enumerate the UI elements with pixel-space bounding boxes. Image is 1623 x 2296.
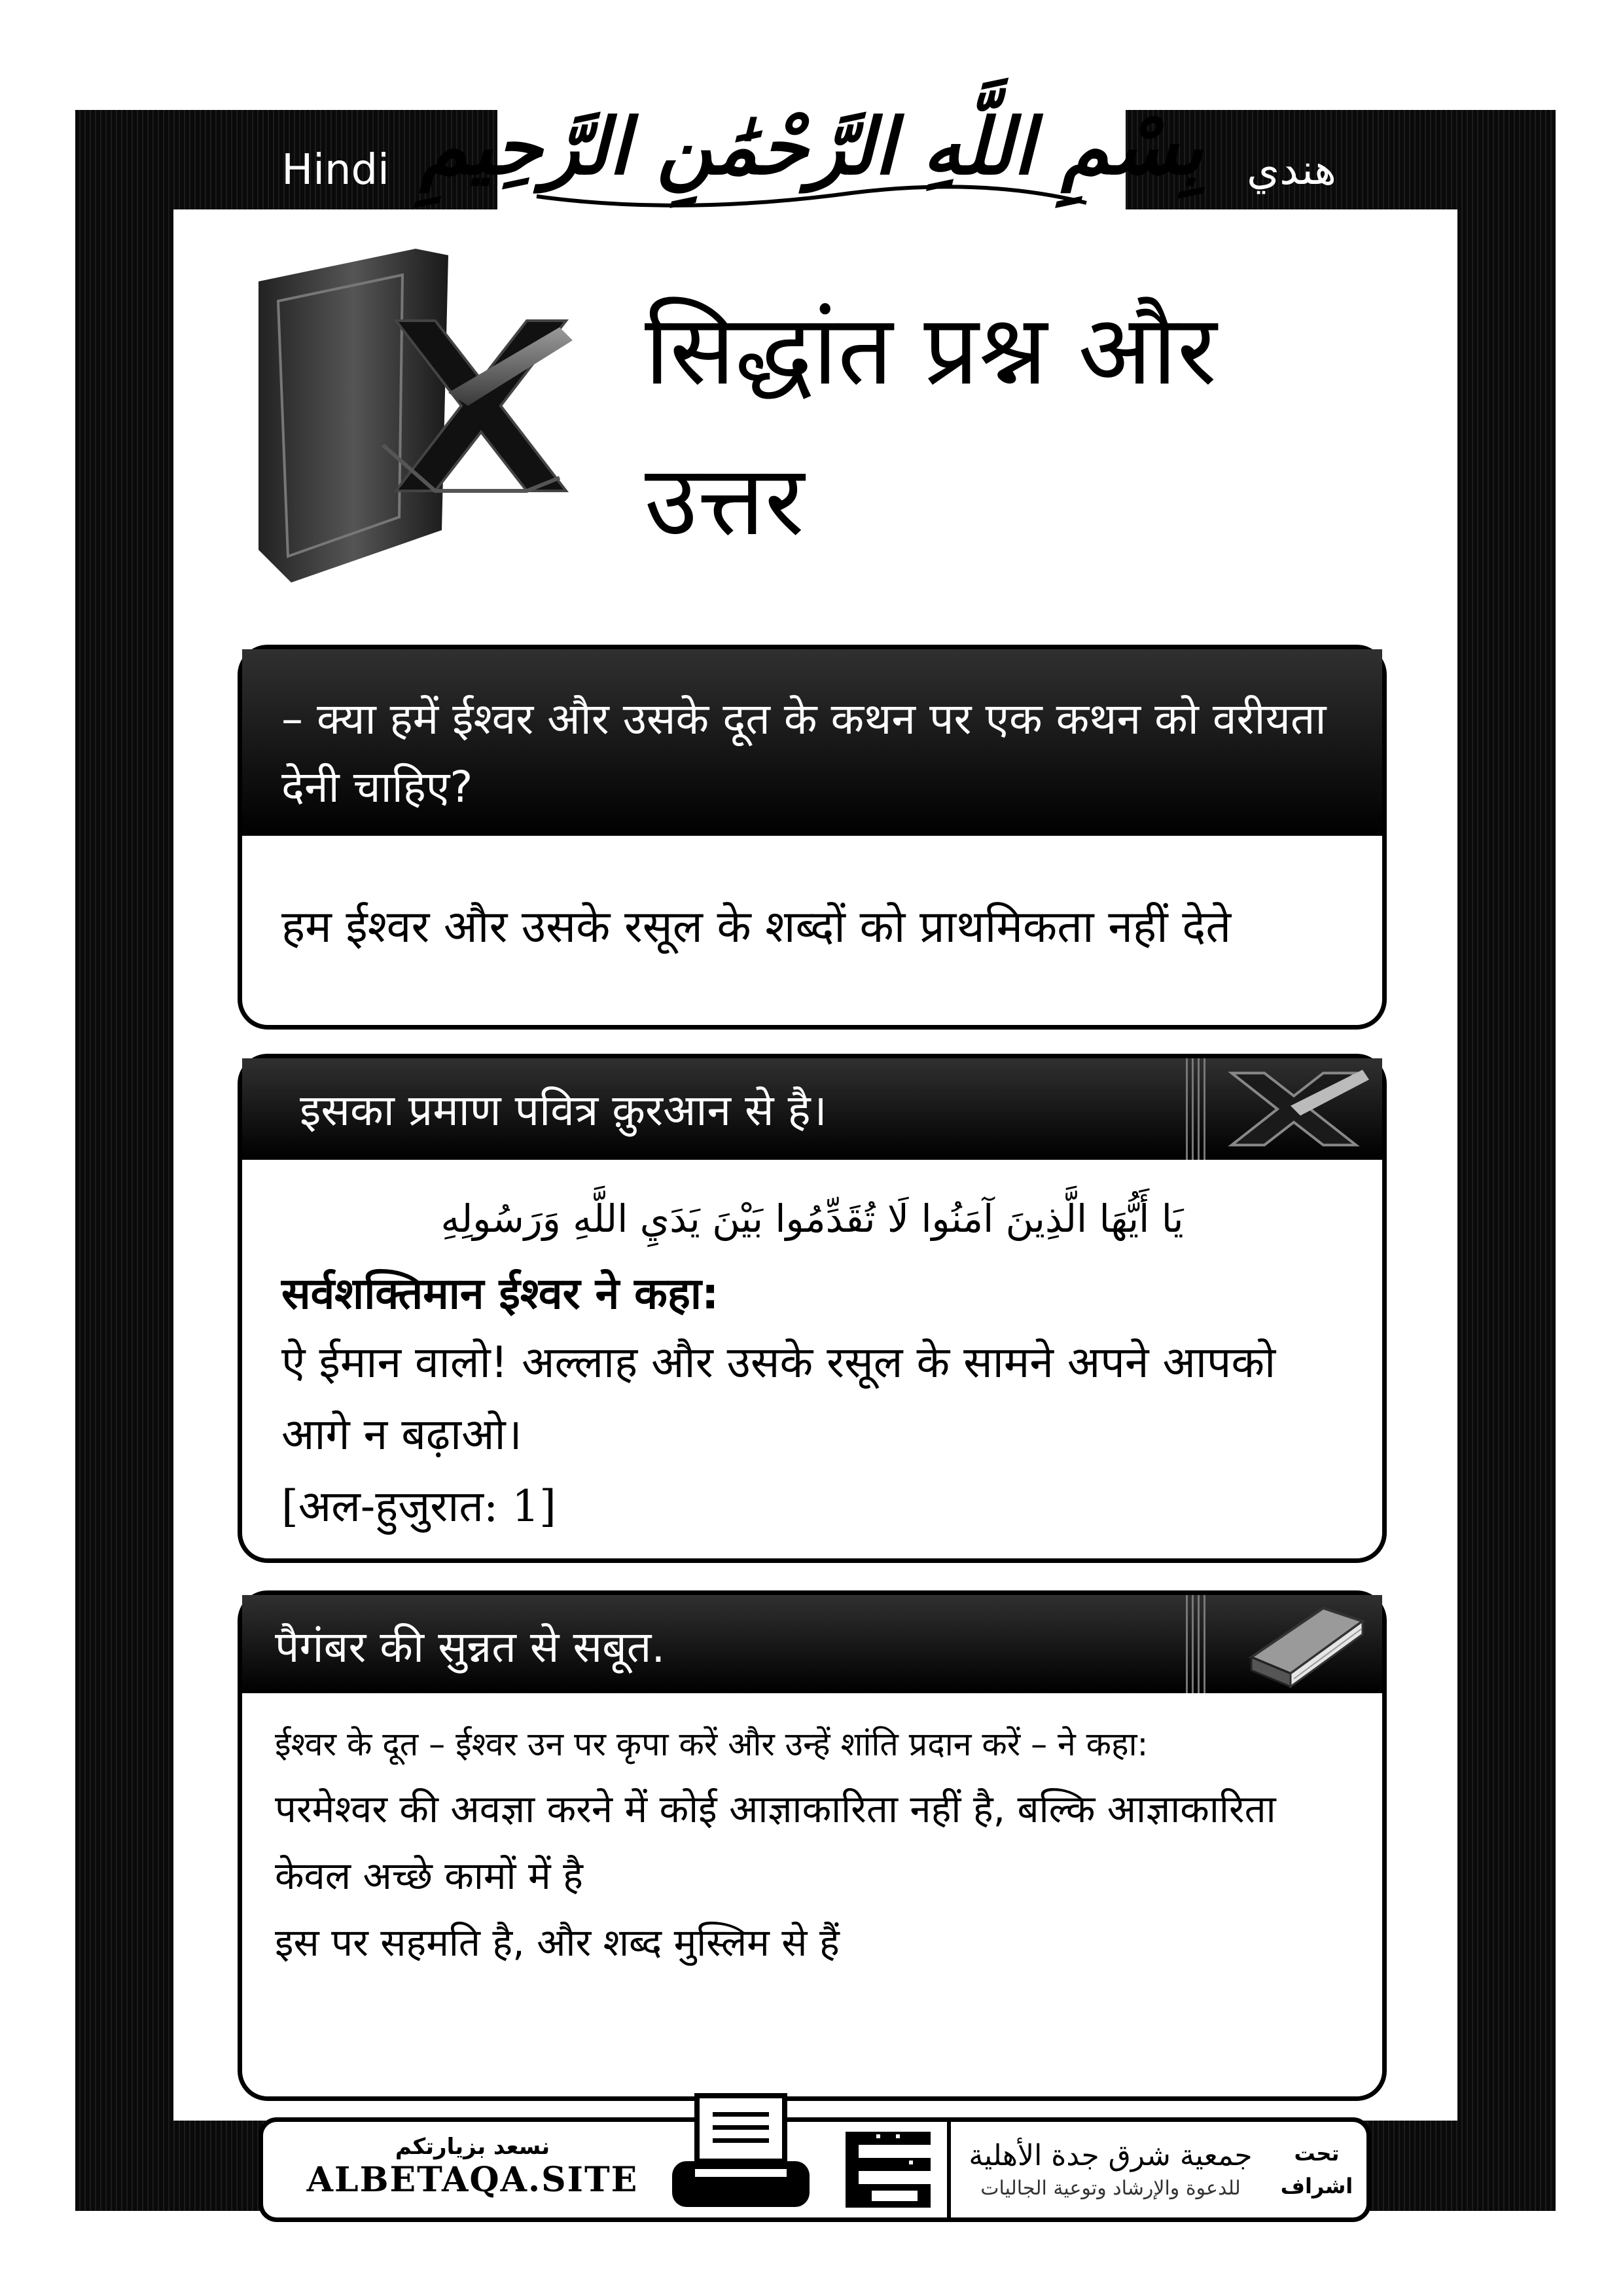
title-line-2: उत्तर [645, 444, 804, 557]
supervision-line-1: تحت [1294, 2141, 1340, 2166]
quran-verse-reference: [अल-हुजुरात: 1] [281, 1481, 556, 1532]
quran-verse-arabic: يَا أَيُّهَا الَّذِينَ آمَنُوا لَا تُقَدِّمُوا بَيْنَ يَدَيِ اللَّهِ وَرَسُولِهِ [440, 1196, 1184, 1241]
answer-text: हम ईश्वर और उसके रसूल के शब्दों को प्राथमिकता नहीं देते [281, 901, 1232, 953]
hadith-intro: ईश्वर के दूत – ईश्वर उन पर कृपा करें और उन्हें शांति प्रदान करें – ने कहा: [275, 1725, 1149, 1763]
language-tag-arabic: هندي [1247, 146, 1336, 194]
basmala-text: بِسْمِ اللَّهِ الرَّحْمَٰنِ الرَّحِيمِ [419, 101, 1204, 192]
sunnah-evidence-card [238, 1590, 1387, 2101]
quran-verse-intro: सर्वशक्तिमान ईश्वर ने कहा: [281, 1268, 719, 1319]
question-card [238, 645, 1387, 1030]
book-icon [1212, 1595, 1376, 1693]
page-title [645, 275, 1443, 576]
basmala-calligraphy [419, 39, 1204, 223]
supervision-line-2: اشراف [1280, 2174, 1353, 2198]
footer-bar [259, 2117, 1371, 2222]
quran-evidence-header [242, 1058, 1382, 1160]
kufic-logo [839, 2125, 937, 2214]
quran-stand-icon [252, 242, 579, 596]
association-subtitle: للدعوة والإرشاد وتوعية الجاليات [980, 2177, 1241, 2200]
hadith-source: इस पर सहमति है, और शब्द मुस्लिम से हैं [275, 1920, 840, 1965]
quran-evidence-card [238, 1054, 1387, 1563]
hadith-text: परमेश्वर की अवज्ञा करने में कोई आज्ञाकारिता नहीं है, बल्कि आज्ञाकारिता केवल अच्छे कामों में है [275, 1787, 1276, 1898]
quran-evidence-heading: इसका प्रमाण पवित्र क़ुरआन से है। [300, 1085, 827, 1136]
quran-stand-small-icon [1212, 1058, 1376, 1160]
question-text: – क्या हमें ईश्वर और उसके दूत के कथन पर एक कथन को वरीयता देनी चाहिए? [242, 649, 1382, 836]
sunnah-evidence-body [242, 1693, 1382, 1976]
association-name: جمعية شرق جدة الأهلية [969, 2139, 1253, 2172]
footer-divider [947, 2122, 951, 2217]
title-line-1: सिद्धांत प्रश्न और [645, 294, 1217, 406]
header-stripes [1186, 1595, 1205, 1693]
language-tag-english: Hindi [281, 146, 389, 194]
header-stripes [1186, 1058, 1205, 1160]
association-logo-text [957, 2122, 1264, 2217]
printer-icon[interactable] [666, 2089, 816, 2220]
quran-verse-translation: ऐ ईमान वालो! अल्लाह और उसके रसूल के सामने अपने आपको आगे न बढ़ाओ। [281, 1337, 1276, 1460]
supervision-label [1268, 2122, 1366, 2217]
sunnah-evidence-heading: पैगंबर की सुन्नत से सबूत. [275, 1622, 666, 1672]
sunnah-evidence-header [242, 1595, 1382, 1693]
website-promo [263, 2122, 682, 2217]
website-link[interactable]: ALBETAQA.SITE [306, 2160, 639, 2200]
website-invite-text: نسعد بزيارتكم [395, 2134, 550, 2160]
